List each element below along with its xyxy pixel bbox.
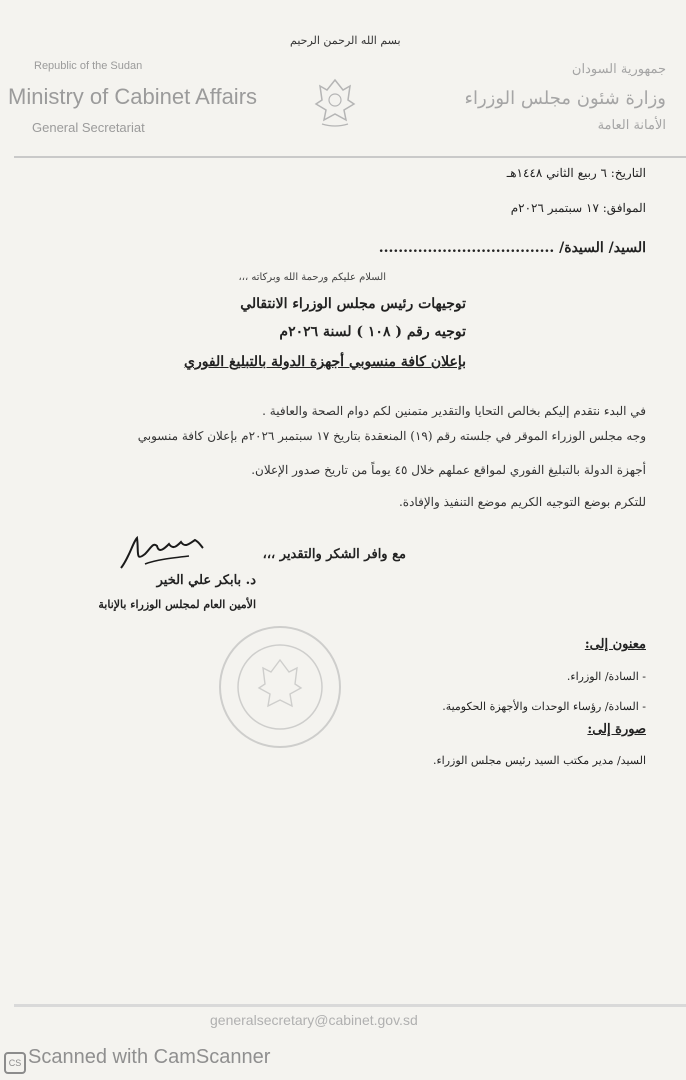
body-paragraph: أجهزة الدولة بالتبليغ الفوري لمواقع عملهم خلال ٤٥ يوماً من تاريخ صدور الإعلان. bbox=[251, 463, 646, 477]
body-paragraph: للتكرم بوضع التوجيه الكريم موضع التنفيذ والإفادة. bbox=[398, 495, 646, 509]
camscanner-logo-icon: CS bbox=[4, 1052, 26, 1074]
addressee-item: - السادة/ رؤساء الوحدات والأجهزة الحكومية. bbox=[442, 700, 646, 713]
letterhead-en-country: Republic of the Sudan bbox=[34, 60, 143, 72]
state-emblem-icon bbox=[312, 76, 358, 128]
basmala: بسم الله الرحمن الرحيم bbox=[290, 34, 401, 47]
letterhead-en-secretariat: General Secretariat bbox=[32, 120, 145, 135]
letterhead-en-ministry: Ministry of Cabinet Affairs bbox=[8, 84, 258, 109]
signer-name: د. بابكر علي الخير bbox=[156, 573, 256, 588]
hijri-date: التاريخ: ٦ ربيع الثاني ١٤٤٨هـ bbox=[506, 166, 646, 180]
body-paragraph: في البدء نتقدم إليكم بخالص التحايا والتقدير متمنين لكم دوام الصحة والعافية . bbox=[262, 404, 646, 418]
directive-number: توجيه رقم ( ١٠٨ ) لسنة ٢٠٢٦م bbox=[279, 324, 466, 340]
official-stamp-icon bbox=[215, 622, 345, 752]
copy-to-item: السيد/ مدير مكتب السيد رئيس مجلس الوزراء. bbox=[432, 754, 646, 767]
greeting: السلام عليكم ورحمة الله وبركاته ،،، bbox=[238, 272, 386, 283]
letterhead-ar-country: جمهورية السودان bbox=[571, 62, 666, 77]
scanner-watermark: Scanned with CamScanner bbox=[28, 1046, 271, 1068]
body-paragraph: وجه مجلس الوزراء الموقر في جلسته رقم (١٩) المنعقدة بتاريخ ١٧ سبتمبر ٢٠٢٦م بإعلان كافة منسوبي bbox=[137, 429, 646, 443]
directive-subject: بإعلان كافة منسوبي أجهزة الدولة بالتبليغ الفوري bbox=[183, 354, 466, 370]
handwritten-signature bbox=[115, 528, 205, 576]
letterhead-ar-secretariat: الأمانة العامة bbox=[597, 118, 666, 133]
copy-to-heading: صورة إلى: bbox=[587, 722, 646, 737]
footer-email: generalsecretary@cabinet.gov.sd bbox=[210, 1012, 418, 1028]
directive-heading: توجيهات رئيس مجلس الوزراء الانتقالي bbox=[240, 296, 466, 312]
closing-phrase: مع وافر الشكر والتقدير ،،، bbox=[262, 547, 406, 562]
gregorian-date: الموافق: ١٧ سبتمبر ٢٠٢٦م bbox=[510, 201, 646, 215]
addressees-heading: معنون إلى: bbox=[584, 637, 646, 652]
letterhead-divider bbox=[14, 156, 686, 158]
letterhead-ar-ministry: وزارة شئون مجلس الوزراء bbox=[464, 88, 666, 109]
signer-title: الأمين العام لمجلس الوزراء بالإنابة bbox=[98, 598, 256, 611]
addressee-item: - السادة/ الوزراء. bbox=[566, 670, 646, 683]
footer-divider bbox=[14, 1004, 686, 1007]
salutation: السيد/ السيدة/ .................................... bbox=[378, 240, 646, 256]
